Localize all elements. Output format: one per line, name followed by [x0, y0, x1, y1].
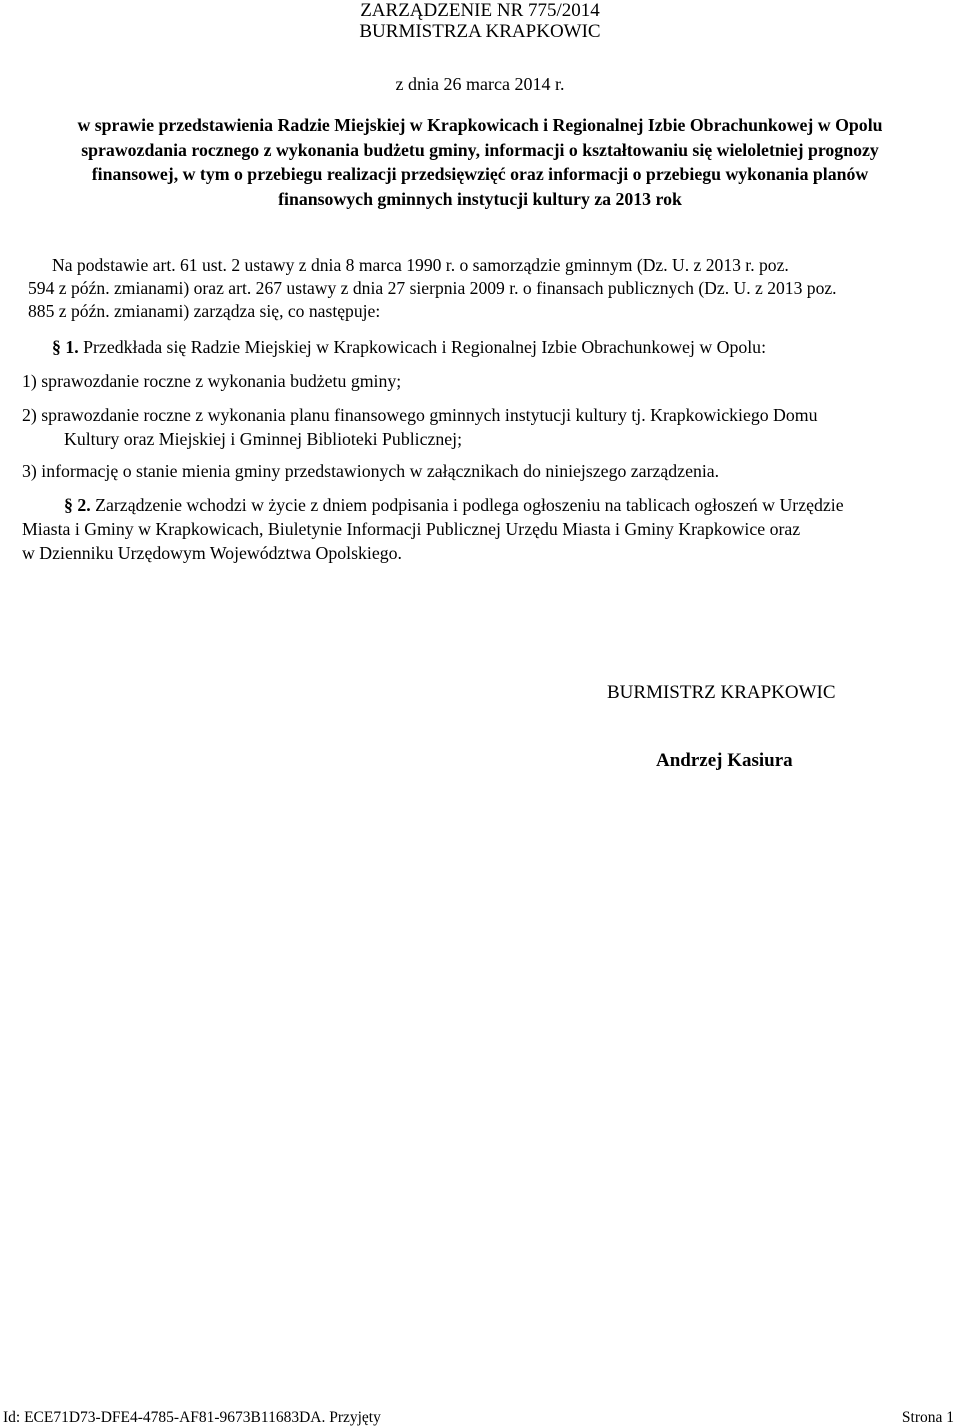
signature-name: Andrzej Kasiura [656, 750, 793, 771]
subject-line: finansowych gminnych instytucji kultury za 2013 rok [278, 188, 682, 209]
section-1-item-2: 2) sprawozdanie roczne z wykonania planu finansowego gminnych instytucji kultury tj. Krapkowickiego Domu [22, 405, 818, 425]
subject-line: sprawozdania rocznego z wykonania budżetu gminy, informacji o kształtowaniu się wieloletniej prognozy [81, 139, 879, 160]
subject-line: finansowej, w tym o przebiegu realizacji przedsięwzięć oraz informacji o przebiegu wykonania planów [91, 164, 869, 184]
section-2-text: Zarządzenie wchodzi w życie z dniem podpisania i podlega ogłoszeniu na tablicach ogłoszeń w Urzędzie [95, 495, 844, 515]
section-1-intro [52, 336, 958, 360]
document-subject [22, 113, 938, 211]
section-1-item-3: 3) informację o stanie mienia gminy przedstawionych w załącznikach do niniejszego zarządzenia. [22, 461, 720, 481]
footer-document-id: Id: ECE71D73-DFE4-4785-AF81-9673B11683DA. Przyjęty [3, 1409, 381, 1426]
legal-basis-line-1: Na podstawie art. 61 ust. 2 ustawy z dnia 8 marca 1990 r. o samorządzie gminnym (Dz. U. z 2013 r. poz. [52, 255, 789, 275]
document-date: z dnia 26 marca 2014 r. [395, 74, 565, 94]
section-2-line-1 [64, 494, 958, 518]
section-1-item-2-continued: Kultury oraz Miejskiej i Gminnej Biblioteki Publicznej; [64, 429, 463, 449]
section-1-marker: § 1. [52, 337, 79, 357]
section-2-line-2: Miasta i Gminy w Krapkowicach, Biuletynie Informacji Publicznej Urzędu Miasta i Gminy Krapkowice oraz [22, 519, 801, 539]
section-1-item-1: 1) sprawozdanie roczne z wykonania budżetu gminy; [22, 371, 402, 391]
issuer-title: BURMISTRZA KRAPKOWIC [359, 21, 601, 42]
signature-office: BURMISTRZ KRAPKOWIC [607, 682, 836, 703]
document-title: ZARZĄDZENIE NR 775/2014 [360, 0, 600, 21]
legal-basis-line-3: 885 z późn. zmianami) zarządza się, co następuje: [28, 301, 381, 321]
subject-line: w sprawie przedstawienia Radzie Miejskiej w Krapkowicach i Regionalnej Izbie Obrachunkowej w Opolu [77, 115, 883, 135]
legal-basis-line-2: 594 z późn. zmianami) oraz art. 267 ustawy z dnia 27 sierpnia 2009 r. o finansach publicznych (Dz. U. z 2013 poz. [28, 278, 837, 298]
section-2-line-3: w Dzienniku Urzędowym Województwa Opolskiego. [22, 543, 402, 563]
section-1-text: Przedkłada się Radzie Miejskiej w Krapkowicach i Regionalnej Izbie Obrachunkowej w Opolu: [83, 337, 767, 357]
section-2-marker: § 2. [64, 495, 91, 515]
footer-page-number: Strona 1 [901, 1409, 954, 1426]
